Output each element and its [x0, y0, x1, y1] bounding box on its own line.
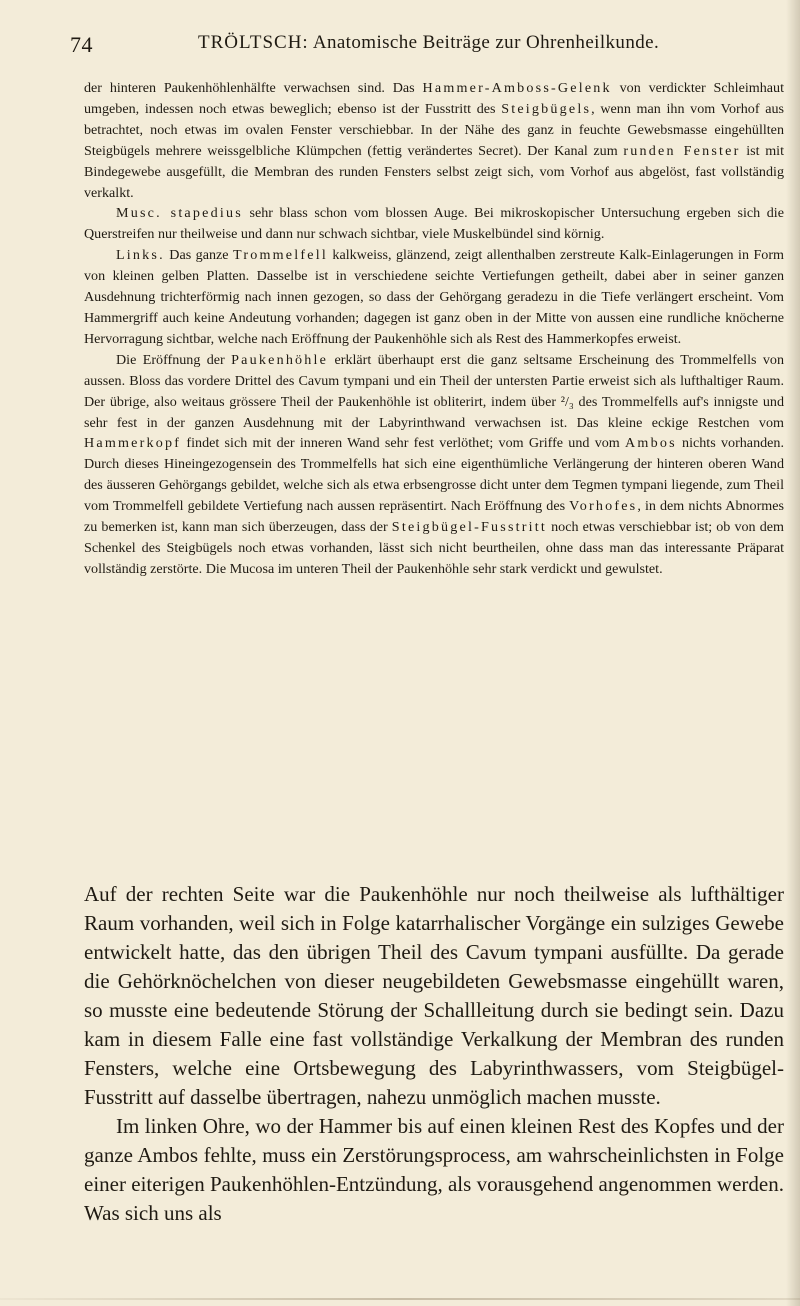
- page-bottom-edge: [0, 1298, 800, 1300]
- text-run: , wenn man ihn vom Vorhof aus betrachtet, noch etwas im ovalen Fenster verschiebbar. In der Nähe des ganz in feuchte Gewebsmasse eingehüllten Steigbügels mehrere weissgelbliche Klümpchen (fettig verändertes Secret). Der Kanal zum: [84, 100, 784, 159]
- spaced-term: Hammerkopf: [84, 435, 182, 452]
- spaced-term: Trommelfell: [233, 247, 328, 264]
- spaced-term: Links.: [116, 247, 165, 264]
- spaced-term: Hammer-Amboss-Gelenk: [422, 80, 612, 96]
- text-run: noch etwas verschiebbar ist; ob von dem Schenkel des Steigbügels noch etwas vorhanden, lässt sich nicht beurtheilen, ohne dass man das interessante Präparat vollständig zerstörte. Die Mucosa im unteren Theil der Paukenhöhle sehr stark verdickt und gewulstet.: [84, 519, 784, 577]
- paragraph-paukenhoehle: [84, 350, 784, 580]
- paragraph-1: [84, 78, 784, 203]
- paragraph-rechte-seite: Auf der rechten Seite war die Paukenhöhle nur noch theilweise als lufthältiger Raum vorhanden, weil sich in Folge katarrhalischer Vorgänge ein sulziges Gewebe entwickelt hatte, das den übrigen Theil des Cavum tympani ausfüllte. Da gerade die Gehörknöchelchen von dieser neugebildeten Gewebsmasse eingehüllt waren, so musste eine bedeutende Störung der Schallleitung durch sie bedingt sein. Dazu kam in diesem Falle eine fast vollständige Verkalkung der Membran des runden Fensters, welche eine Ortsbewegung des Labyrinthwassers, vom Steigbügel-Fusstritt auf dasselbe übertragen, nahezu unmöglich machen musste.: [84, 882, 784, 1109]
- running-title: [198, 32, 659, 54]
- text-run: sehr blass schon vom blossen Auge. Bei mikroskopischer Untersuchung ergeben sich die Querstreifen nur theilweise und dann nur schwach sichtbar, viele Muskelbündel sind körnig.: [84, 205, 784, 243]
- text-run: findet sich mit der inneren Wand sehr fest verlöthet; vom Griffe und vom: [181, 435, 626, 452]
- case-report-text: [84, 78, 784, 580]
- running-title-text: Anatomische Beiträge zur Ohrenheilkunde.: [312, 32, 660, 53]
- spaced-term: Ambos: [625, 435, 677, 452]
- text-run: Die Eröffnung der: [116, 351, 232, 368]
- text-run: Das ganze: [164, 247, 234, 264]
- spaced-term: Vorhofes: [569, 498, 638, 515]
- paragraph-stapedius: [84, 203, 784, 245]
- text-run: der hinteren Paukenhöhlenhälfte verwachsen sind. Das: [84, 80, 423, 96]
- paragraph-links: [84, 245, 784, 350]
- text-run: kalkweiss, glänzend, zeigt allenthalben zerstreute Kalk-Einlagerungen in Form von kleinen gelben Platten. Dasselbe ist in verschiedene seichte Vertiefungen getheilt, dabei aber in seiner ganzen Ausdehnung trichterförmig nach innen gezogen, so dass der Gehörgang geradezu in die Tiefe verlängert erscheint. Vom Hammergriff auch keine Andeutung vorhanden; dagegen ist ganz oben in der Mitte von aussen eine rundliche knöcherne Hervorragung sichtbar, welche nach Eröffnung der Paukenhöhle sich als Rest des Hammerkopfes erweist.: [84, 247, 784, 347]
- spaced-term: Steigbügels: [501, 100, 592, 117]
- text-run: ist mit Bindegewebe ausgefüllt, die Membran des runden Fensters selbst zeigt sich, vom Vorhof aus abgelöst, fast vollständig verkalkt.: [84, 142, 784, 201]
- discussion-text: [84, 880, 784, 1228]
- text-run: , in dem nichts Abnormes zu bemerken ist, kann man sich überzeugen, dass der: [84, 498, 784, 536]
- spaced-term: runden Fenster: [623, 142, 741, 159]
- spaced-term: Paukenhöhle: [231, 351, 329, 368]
- paragraph-linkes-ohr: Im linken Ohre, wo der Hammer bis auf einen kleinen Rest des Kopfes und der ganze Ambos fehlte, muss ein Zerstörungsprocess, am wahrscheinlichsten in Folge einer eiterigen Paukenhöhlen-Entzündung, als vorausgehend angenommen werden. Was sich uns als: [84, 1114, 784, 1225]
- running-title-author: TRÖLTSCH:: [198, 32, 309, 53]
- page-edge-shadow: [786, 0, 800, 1306]
- spaced-term: Musc. stapedius: [116, 205, 243, 222]
- text-run: erklärt überhaupt erst die ganz seltsame Erscheinung des Trommelfells von aussen. Bloss das vordere Drittel des Cavum tympani und ein Theil der untersten Partie erweist sich als lufthaltiger Raum. Der übrige, also weitaus grössere Theil der Paukenhöhle ist obliterirt, indem über ²/₃ des Trommelfells auf's innigste und sehr fest in der ganzen Ausdehnung mit der Labyrinthwand verwachsen ist. Das kleine eckige Restchen vom: [84, 351, 784, 431]
- page-number: 74: [70, 32, 93, 57]
- text-run: von verdickter Schleimhaut umgeben, indessen noch etwas beweglich; ebenso ist der Fusstritt des: [84, 80, 784, 117]
- spaced-term: Steigbügel-Fusstritt: [391, 519, 547, 536]
- text-run: nichts vorhanden. Durch dieses Hineingezogensein des Trommelfells hat sich eine eigenthümliche Verlängerung der hinteren oberen Wand des äusseren Gehörgangs gebildet, welche sich als etwa erbsengrosse dicht unter dem Tegmen tympani liegende, zum Theil vom Trommelfell gebildete Vertiefung nach aussen repräsentirt. Nach Eröffnung des: [84, 435, 784, 515]
- page-header: [70, 32, 780, 60]
